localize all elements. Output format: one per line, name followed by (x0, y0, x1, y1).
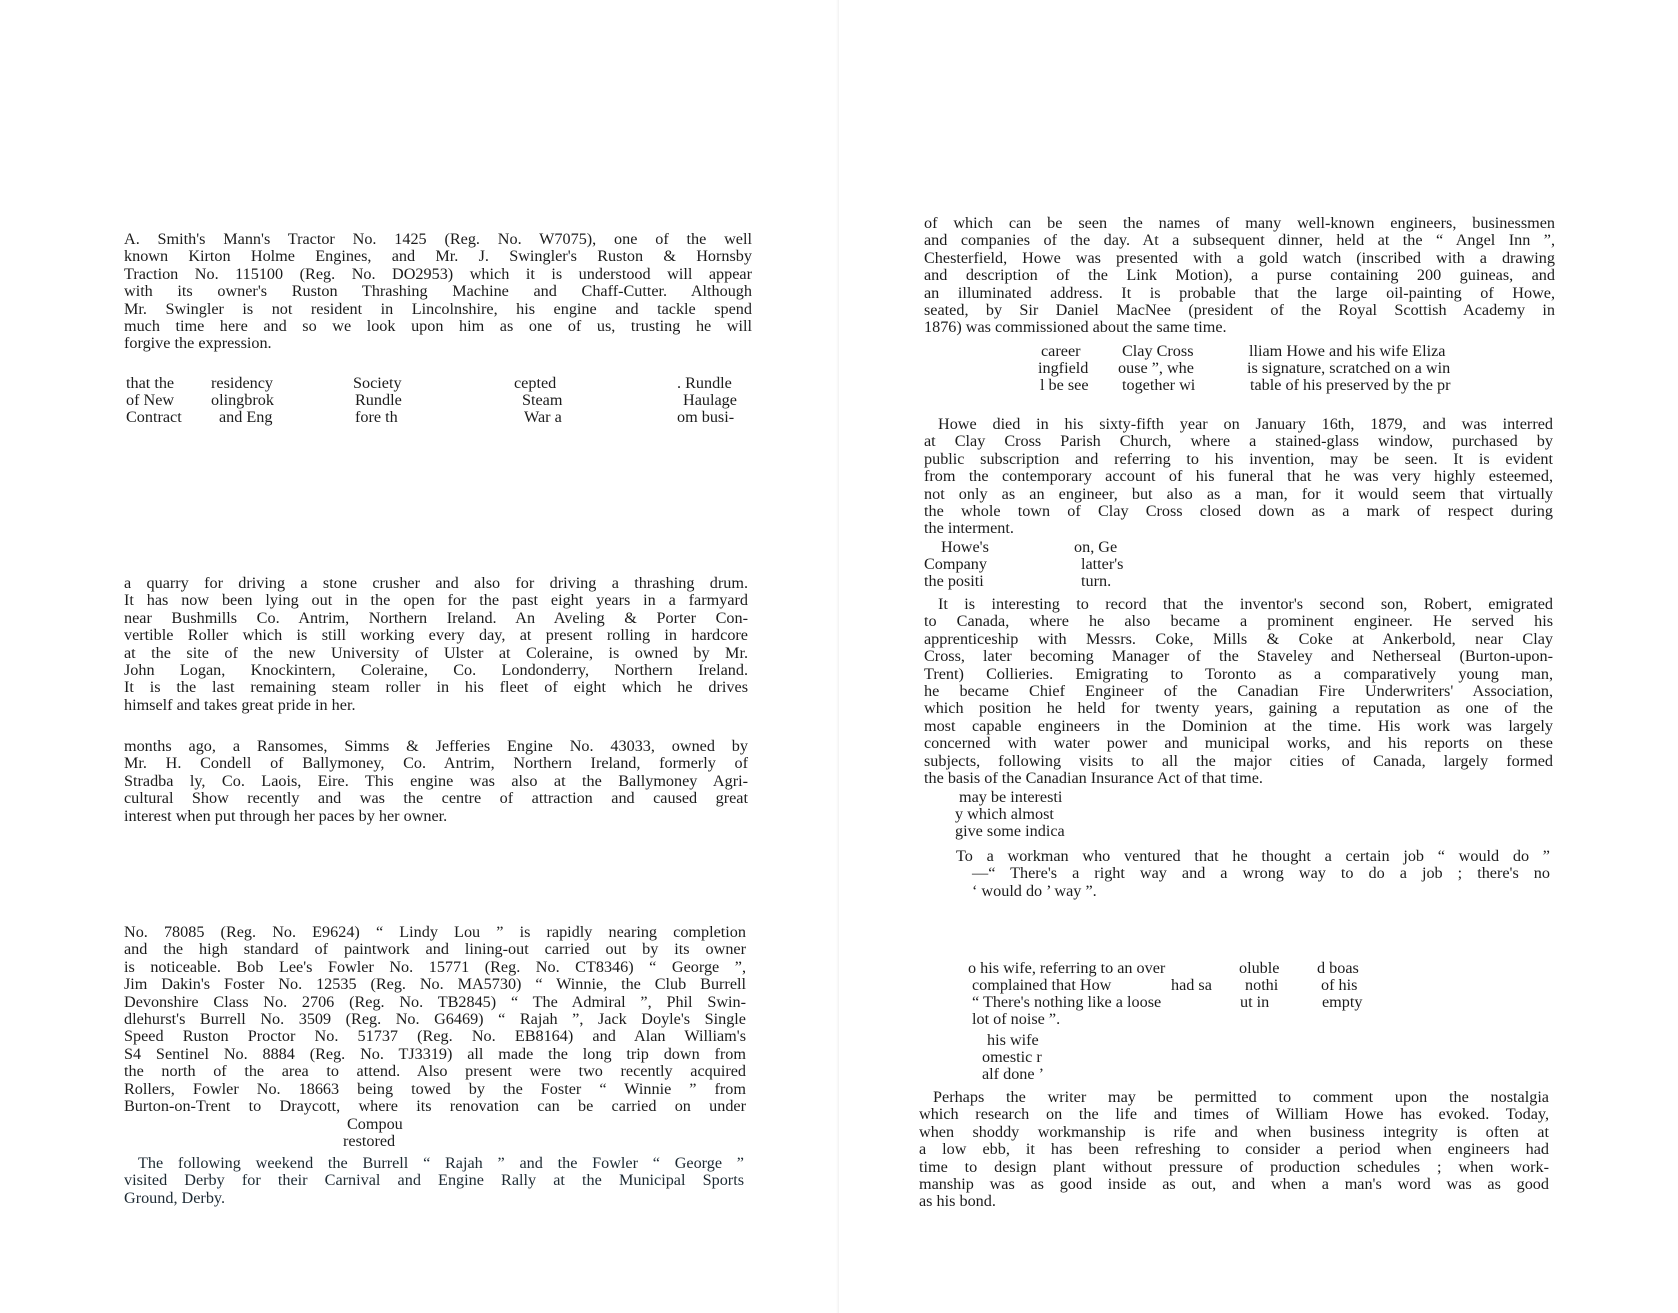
fragment-text: Compou (347, 1115, 403, 1133)
text-line: most capable engineers in the Dominion at the time. His work was largely (924, 716, 1553, 735)
fragment-text: omestic r (982, 1048, 1042, 1066)
text-line: which position he held for twenty years, gaining a reputation as one of the (924, 699, 1553, 718)
text-line: seated, by Sir Daniel MacNee (president of the Royal Scottish Academy in (924, 301, 1555, 320)
text-line: Devonshire Class No. 2706 (Reg. No. TB2845) “ The Admiral ”, Phil Swin- (124, 992, 746, 1011)
right-quote (956, 848, 1550, 900)
text-line: an illuminated address. It is probable that the large oil-painting of Howe, (924, 283, 1555, 302)
text-line: not only as an engineer, but also as a man, for it would seem that virtually (924, 484, 1553, 503)
text-line: cultural Show recently and was the centre of attraction and caused great (124, 789, 748, 808)
text-line: The following weekend the Burrell “ Rajah ” and the Fowler “ George ” (138, 1154, 744, 1172)
text-line: much time here and so we look upon him as one of us, trusting he will (124, 317, 752, 336)
text-line: the basis of the Canadian Insurance Act of that time. (924, 769, 1263, 788)
text-line: the whole town of Clay Cross closed down as a mark of respect during (924, 502, 1553, 521)
text-line: vertible Roller which is still working every day, at present rolling in hardcore (124, 626, 748, 645)
text-line: Burton-on-Trent to Draycott, where its renovation can be carried on under (124, 1097, 746, 1116)
text-line: To a workman who ventured that he thought a certain job “ would do ” (956, 847, 1550, 865)
text-line: It is the last remaining steam roller in his fleet of eight which he drives (124, 678, 748, 697)
right-page (839, 0, 1678, 1313)
text-line: Stradba ly, Co. Laois, Eire. This engine was also at the Ballymoney Agri- (124, 771, 748, 790)
text-line: Rollers, Fowler No. 18663 being towed by the Foster “ Winnie ” from (124, 1079, 746, 1098)
left-paragraph-1 (124, 231, 752, 353)
text-line: a low ebb, it has been refreshing to consider a period when engineers had (919, 1140, 1549, 1159)
text-line: when shoddy workmanship is rife and when business integrity is often at (919, 1122, 1549, 1141)
right-paragraph-1 (924, 215, 1555, 337)
fragment-text: Rundle (355, 391, 402, 409)
text-line: the interment. (924, 519, 1014, 538)
text-line: —“ There's a right way and a wrong way to do a job ; there's no (972, 864, 1550, 883)
fragment-text: the positi (924, 572, 984, 590)
text-line: apprenticeship with Messrs. Coke, Mills & Coke at Ankerbold, near Clay (924, 629, 1553, 648)
fragment-text: table of his preserved by the pr (1250, 376, 1451, 394)
text-line: forgive the expression. (124, 334, 272, 353)
fragment-text: alf done ’ (982, 1065, 1045, 1083)
fragment-text: give some indica (955, 822, 1065, 840)
text-line: which research on the life and times of William Howe has evoked. Today, (919, 1105, 1549, 1124)
fragment-text: cepted (514, 374, 557, 392)
left-paragraph-5 (124, 1155, 744, 1207)
fragment-text: o his wife, referring to an over (968, 959, 1166, 977)
text-line: near Bushmills Co. Antrim, Northern Ireland. An Aveling & Porter Con- (124, 608, 748, 627)
text-line: Chesterfield, Howe was presented with a gold watch (inscribed with a drawing (924, 248, 1555, 267)
fragment-text: War a (524, 408, 562, 426)
fragment-text: turn. (1081, 572, 1112, 590)
text-line: the north of the area to attend. Also present were two recently acquired (124, 1062, 746, 1081)
fragment-text: olingbrok (211, 391, 274, 409)
fragment-text: had sa (1171, 976, 1212, 994)
fragment-text: ut in (1240, 993, 1270, 1011)
fragment-text: is signature, scratched on a win (1247, 359, 1451, 377)
fragment-text: Clay Cross (1122, 342, 1194, 360)
fragment-text: Company (924, 555, 987, 573)
text-line: time to design plant without pressure of production schedules ; when work- (919, 1157, 1549, 1176)
text-line: concerned with water power and municipal works, and his reports on these (924, 734, 1553, 753)
text-line: of which can be seen the names of many well-known engineers, businessmen (924, 214, 1555, 232)
text-line: Mr. H. Condell of Ballymoney, Co. Antrim, Northern Ireland, formerly of (124, 754, 748, 773)
text-line: It has now been lying out in the open for the past eight years in a farmyard (124, 591, 748, 610)
fragment-text: nothi (1245, 976, 1279, 994)
text-line: Trent) Collieries. Emigrating to Toronto as a comparatively young man, (924, 664, 1553, 683)
text-line: a quarry for driving a stone crusher and also for driving a thrashing drum. (124, 574, 748, 592)
fragment-text: and Eng (219, 408, 273, 426)
text-line: No. 78085 (Reg. No. E9624) “ Lindy Lou ” is rapidly nearing completion (124, 923, 746, 941)
fragment-text: l be see (1040, 376, 1089, 394)
fragment-text: latter's (1081, 555, 1124, 573)
fragment-text: Steam (522, 391, 563, 409)
text-line: he became Chief Engineer of the Canadian Fire Underwriters' Association, (924, 682, 1553, 701)
fragment-text: career (1041, 342, 1081, 360)
text-line: public subscription and referring to his invention, may be seen. It is evident (924, 449, 1553, 468)
right-paragraph-3 (924, 596, 1553, 787)
left-paragraph-2 (124, 575, 748, 714)
left-paragraph-4 (124, 924, 746, 1115)
text-line: S4 Sentinel No. 8884 (Reg. No. TJ3319) all made the long trip down from (124, 1044, 746, 1063)
text-line: at the site of the new University of Ulster at Coleraine, is owned by Mr. (124, 643, 748, 662)
fragment-text: on, Ge (1074, 538, 1118, 556)
text-line: It is interesting to record that the inventor's second son, Robert, emigrated (938, 595, 1553, 613)
text-line: with its owner's Ruston Thrashing Machine and Chaff-Cutter. Although (124, 282, 752, 301)
fragment-text: Society (353, 374, 402, 392)
text-line: and the high standard of paintwork and lining-out carried out by its owner (124, 940, 746, 959)
fragment-text: ingfield (1038, 359, 1089, 377)
text-line: Perhaps the writer may be permitted to comment upon the nostalgia (933, 1088, 1549, 1106)
text-line: months ago, a Ransomes, Simms & Jefferies Engine No. 43033, owned by (124, 737, 748, 755)
text-line: known Kirton Holme Engines, and Mr. J. Swingler's Ruston & Hornsby (124, 247, 752, 266)
text-line: Howe died in his sixty-fifth year on January 16th, 1879, and was interred (938, 415, 1553, 433)
fragment-text: Haulage (683, 391, 737, 409)
text-line: is noticeable. Bob Lee's Fowler No. 15771 (Reg. No. CT8346) “ George ”, (124, 957, 746, 976)
left-paragraph-3 (124, 738, 748, 825)
text-line: and description of the Link Motion), a purse containing 200 guineas, and (924, 266, 1555, 285)
text-line: Jim Dakin's Foster No. 12535 (Reg. No. MA5730) “ Winnie, the Club Burrell (124, 975, 746, 994)
text-line: dlehurst's Burrell No. 3509 (Reg. No. G6469) “ Rajah ”, Jack Doyle's Single (124, 1010, 746, 1029)
fragment-text: Howe's (941, 538, 989, 556)
fragment-text: om busi- (677, 408, 735, 426)
text-line: ‘ would do ’ way ”. (972, 881, 1097, 900)
text-line: 1876) was commissioned about the same time. (924, 318, 1227, 337)
text-line: and companies of the day. At a subsequent dinner, held at the “ Angel Inn ”, (924, 231, 1555, 250)
text-line: Cross, later becoming Manager of the Staveley and Netherseal (Burton-upon- (924, 647, 1553, 666)
text-line: as his bond. (919, 1192, 996, 1211)
fragment-text: of his (1321, 976, 1358, 994)
fragment-text: oluble (1239, 959, 1280, 977)
text-line: Traction No. 115100 (Reg. No. DO2953) which it is understood will appear (124, 264, 752, 283)
fragment-text: his wife (987, 1031, 1039, 1049)
fragment-text: empty (1322, 993, 1363, 1011)
text-line: from the contemporary account of his funeral that he was very highly esteemed, (924, 467, 1553, 486)
fragment-text: d boas (1317, 959, 1359, 977)
fragment-text: . Rundle (677, 374, 732, 392)
text-line: Speed Ruston Proctor No. 51737 (Reg. No. EB8164) and Alan William's (124, 1027, 746, 1046)
text-line: A. Smith's Mann's Tractor No. 1425 (Reg. No. W7075), one of the well (124, 230, 752, 248)
text-line: John Logan, Knockintern, Coleraine, Co. Londonderry, Northern Ireland. (124, 661, 748, 680)
fragment-text: lot of noise ”. (972, 1010, 1061, 1028)
fragment-text: “ There's nothing like a loose (972, 993, 1162, 1011)
text-line: interest when put through her paces by her owner. (124, 806, 448, 825)
text-line: subjects, following visits to all the major cities of Canada, largely formed (924, 751, 1553, 770)
fragment-text: Contract (126, 408, 182, 426)
right-paragraph-2 (924, 416, 1553, 538)
text-line: manship was as good inside as out, and when a man's word was as good (919, 1175, 1549, 1194)
text-line: to Canada, where he also became a prominent engineer. He served his (924, 612, 1553, 631)
fragment-text: may be interesti (959, 788, 1063, 806)
fragment-text: complained that How (972, 976, 1112, 994)
fragment-text: lliam Howe and his wife Eliza (1249, 342, 1446, 360)
fragment-text: together wi (1122, 376, 1196, 394)
fragment-text: fore th (355, 408, 398, 426)
fragment-text: restored (343, 1132, 396, 1150)
text-line: at Clay Cross Parish Church, where a stained-glass window, purchased by (924, 432, 1553, 451)
text-line: Ground, Derby. (124, 1188, 225, 1207)
fragment-text: ouse ”, whe (1118, 359, 1194, 377)
right-paragraph-4 (919, 1089, 1549, 1211)
text-line: himself and takes great pride in her. (124, 695, 356, 714)
text-line: visited Derby for their Carnival and Engine Rally at the Municipal Sports (124, 1171, 744, 1190)
fragment-text: y which almost (955, 805, 1054, 823)
fragment-text: that the (126, 374, 175, 392)
text-line: Mr. Swingler is not resident in Lincolnshire, his engine and tackle spend (124, 299, 752, 318)
fragment-text: of New (126, 391, 175, 409)
fragment-text: residency (211, 374, 274, 392)
